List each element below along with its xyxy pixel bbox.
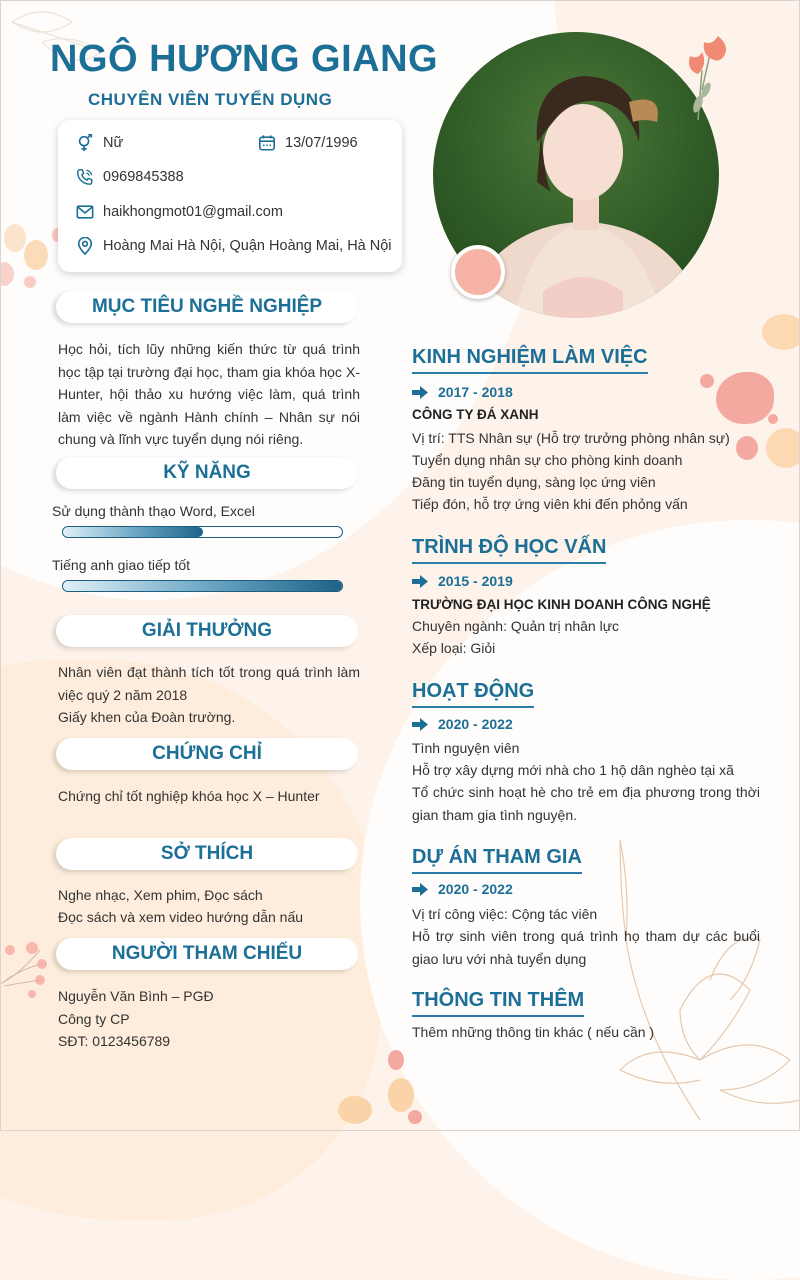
arrow-right-icon xyxy=(412,386,428,399)
arrow-right-icon xyxy=(412,718,428,731)
experience-line: Tiếp đón, hỗ trợ ứng viên khi đến phỏng vấn xyxy=(412,496,688,512)
experience-company: CÔNG TY ĐÁ XANH xyxy=(412,407,539,422)
decorative-blob xyxy=(736,436,758,460)
projects-period: 2020 - 2022 xyxy=(412,881,513,897)
section-header-awards: GIẢI THƯỞNG xyxy=(56,615,358,647)
reference-line: Công ty CP xyxy=(58,1011,130,1027)
activity-line: Tình nguyện viên xyxy=(412,740,520,756)
skill-label: Sử dụng thành thạo Word, Excel xyxy=(52,503,255,519)
skill-progress-bar xyxy=(62,526,343,538)
section-header-projects: DỰ ÁN THAM GIA xyxy=(412,846,582,874)
email-value: haikhongmot01@gmail.com xyxy=(103,204,283,220)
arrow-right-icon xyxy=(412,575,428,588)
contact-gender xyxy=(76,134,123,152)
certificate-item: Chứng chỉ tốt nghiệp khóa học X – Hunter xyxy=(58,788,320,804)
decorative-blob xyxy=(768,414,778,424)
award-item: Giấy khen của Đoàn trường. xyxy=(58,709,236,725)
hobby-item: Đọc sách và xem video hướng dẫn nấu xyxy=(58,909,304,925)
mail-icon xyxy=(76,203,94,221)
gender-value: Nữ xyxy=(103,135,124,151)
section-header-more-info: THÔNG TIN THÊM xyxy=(412,989,584,1017)
education-line: Xếp loại: Giỏi xyxy=(412,640,496,656)
experience-line: Tuyển dụng nhân sự cho phòng kinh doanh xyxy=(412,452,683,468)
section-header-skills: KỸ NĂNG xyxy=(56,457,358,489)
reference-line: SĐT: 0123456789 xyxy=(58,1033,171,1049)
decorative-blob xyxy=(766,428,800,468)
objective-text: Học hỏi, tích lũy những kiến thức từ quá trình học tập tại trường đại học, tham gia khóa học X- Hunter, hội thảo xu hướng việc làm, quá trình làm việc về ngành Hành chính – Nhân sự nói chung và lĩnh vực tuyển dụng nói riêng. xyxy=(58,341,360,447)
section-header-experience: KINH NGHIỆM LÀM VIỆC xyxy=(412,346,648,374)
activity-line: Tổ chức sinh hoạt hè cho trẻ em địa phương trong thời gian tham gia tình nguyện. xyxy=(412,784,760,823)
activity-line: Hỗ trợ xây dựng mới nhà cho 1 hộ dân nghèo tại xã xyxy=(412,762,734,778)
contact-address xyxy=(76,237,392,255)
section-header-education: TRÌNH ĐỘ HỌC VẤN xyxy=(412,536,606,564)
activities-period: 2020 - 2022 xyxy=(412,716,513,732)
decorative-blob xyxy=(716,372,774,424)
decorative-blob xyxy=(338,1096,372,1124)
decorative-blob xyxy=(24,276,36,288)
section-header-activities: HOẠT ĐỘNG xyxy=(412,680,534,708)
education-period: 2015 - 2019 xyxy=(412,573,513,589)
lily-outline-icon xyxy=(580,830,800,1130)
poppy-flower-icon xyxy=(668,30,738,120)
calendar-icon xyxy=(258,134,276,152)
arrow-right-icon xyxy=(412,883,428,896)
education-school: TRƯỜNG ĐẠI HỌC KINH DOANH CÔNG NGHỆ xyxy=(412,597,711,612)
skill-progress-bar xyxy=(62,580,343,592)
contact-phone xyxy=(76,168,184,186)
phone-icon xyxy=(76,168,94,186)
more-info-line: Thêm những thông tin khác ( nếu cần ) xyxy=(412,1024,655,1040)
experience-period: 2017 - 2018 xyxy=(412,384,513,400)
decorative-blob xyxy=(408,1110,422,1124)
address-value: Hoàng Mai Hà Nội, Quận Hoàng Mai, Hà Nội xyxy=(103,238,392,254)
decorative-blob xyxy=(388,1078,414,1112)
decorative-blob xyxy=(388,1050,404,1070)
decorative-blob xyxy=(24,240,48,270)
location-pin-icon xyxy=(76,237,94,255)
candidate-name: NGÔ HƯƠNG GIANG xyxy=(50,38,439,80)
contact-email xyxy=(76,203,283,221)
education-line: Chuyên ngành: Quản trị nhân lực xyxy=(412,618,620,634)
skill-label: Tiếng anh giao tiếp tốt xyxy=(52,557,191,573)
decorative-blob xyxy=(700,374,714,388)
decorative-circle xyxy=(451,245,505,299)
contact-birthday xyxy=(258,134,358,152)
award-item: Nhân viên đạt thành tích tốt trong quá trình làm việc quý 2 năm 2018 xyxy=(58,664,360,703)
decorative-blob xyxy=(762,314,800,350)
reference-line: Nguyễn Văn Bình – PGĐ xyxy=(58,988,214,1004)
phone-value: 0969845388 xyxy=(103,169,184,185)
decorative-blob xyxy=(4,224,26,252)
birthday-value: 13/07/1996 xyxy=(285,135,358,151)
project-line: Hỗ trợ sinh viên trong quá trình họ tham dự các buổi giao lưu với nhà tuyển dụng xyxy=(412,928,760,967)
gender-icon xyxy=(76,134,94,152)
experience-line: Vị trí: TTS Nhân sự (Hỗ trợ trưởng phòng nhân sự) xyxy=(412,430,730,446)
section-header-certificates: CHỨNG CHỈ xyxy=(56,738,358,770)
experience-line: Đăng tin tuyển dụng, sàng lọc ứng viên xyxy=(412,474,656,490)
section-header-objective: MỤC TIÊU NGHỀ NGHIỆP xyxy=(56,291,358,323)
project-line: Vị trí công việc: Cộng tác viên xyxy=(412,906,598,922)
flower-sprig-icon xyxy=(0,938,54,998)
section-header-references: NGƯỜI THAM CHIẾU xyxy=(56,938,358,970)
job-title: CHUYÊN VIÊN TUYỂN DỤNG xyxy=(88,90,333,109)
hobby-item: Nghe nhạc, Xem phim, Đọc sách xyxy=(58,887,263,903)
contact-card xyxy=(58,120,402,272)
section-header-hobbies: SỞ THÍCH xyxy=(56,838,358,870)
